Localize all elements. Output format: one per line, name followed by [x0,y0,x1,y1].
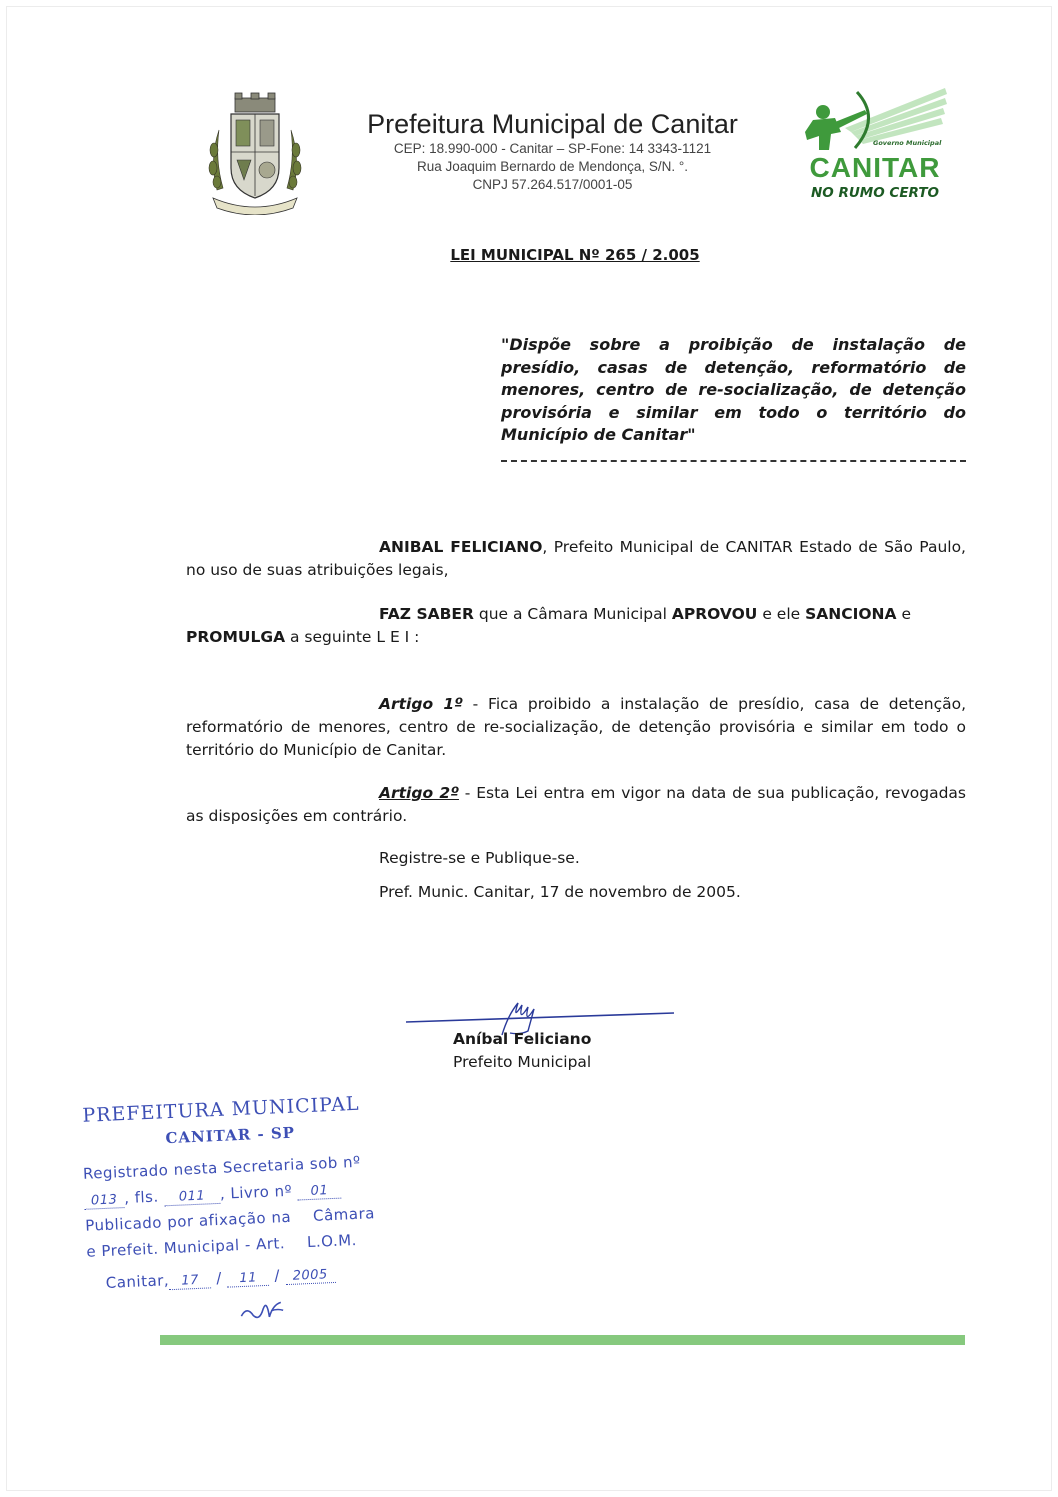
brand-motto: NO RUMO CERTO [810,185,940,201]
aprovou: APROVOU [671,605,758,623]
article-2-label: Artigo 2º [379,784,459,802]
registre-line: Registre-se e Publique-se. [379,849,580,867]
stamp-line-4a: e Prefeit. Municipal - Art. [86,1234,286,1261]
stamp-livro-label: , Livro nº [219,1181,293,1203]
date-line: Pref. Munic. Canitar, 17 de novembro de 2005. [379,883,741,901]
stamp-line-3a: Publicado por afixação na [84,1207,292,1235]
sanciona: SANCIONA [805,605,897,623]
signatory-name: Aníbal Feliciano [453,1030,592,1048]
address-line-1: CEP: 18.990-000 - Canitar – SP-Fone: 14 3343-1121 [393,141,712,156]
brand-logo [795,88,955,213]
registration-stamp [78,1091,418,1335]
stamp-fls-label: , fls. [123,1187,160,1208]
article-1-text: - Fica proibido a instalação de presídio, casa de detenção, reformatório de menores, centro de re-socialização, de detenção provisória e similar em todo o território do Município de Canitar. [186,695,967,759]
stamp-date-line: Canitar, 17 / 11 / 2005 [105,1264,335,1293]
stamp-line-1: Registrado nesta Secretaria sob nº [82,1152,362,1183]
stamp-line-4b: L.O.M. [306,1230,358,1252]
law-title: LEI MUNICIPAL Nº 265 / 2.005 [450,246,700,264]
law-ementa: "Dispõe sobre a proibição de instalação de presídio, casas de detenção, reformatório de menores, centro de re-socialização, de detenção provisória e similar em todo o território do Município de Canitar" [501,335,966,444]
promulgation-text-3: e [896,605,911,623]
archer-icon [795,88,955,158]
intro-paragraph [186,536,966,582]
stamp-fls-value: 011 [164,1188,221,1206]
stamp-initials-scribble [236,1294,297,1327]
header-block [330,108,775,194]
address-line-2: Rua Joaquim Bernardo de Mendonça, S/N. °. [416,159,689,174]
article-1 [186,693,966,762]
stamp-line-2 [84,1180,342,1210]
municipal-crest-icon [205,90,305,215]
footer-bar [160,1335,965,1345]
brand-small-text: Governo Municipal [873,139,942,147]
stamp-line-3b: Câmara [312,1204,376,1225]
brand-name: CANITAR [809,152,941,183]
faz-saber: FAZ SABER [379,605,474,623]
stamp-reg-number: 013 [84,1192,125,1210]
article-1-label: Artigo 1º [379,695,463,713]
article-2-text: - Esta Lei entra em vigor na data de sua publicação, revogadas as disposições em contrário. [186,784,967,825]
stamp-line-3 [85,1204,375,1235]
promulgation-text-1: que a Câmara Municipal [473,605,672,623]
stamp-title: PREFEITURA MUNICIPAL [81,1092,360,1127]
promulgation-text-4: a seguinte L E I : [285,628,420,646]
org-name: Prefeitura Municipal de Canitar [367,109,738,139]
intro-text: , Prefeito Municipal de CANITAR Estado de São Paulo, no uso de suas atribuições legais, [186,538,966,579]
signatory-role: Prefeito Municipal [453,1053,592,1071]
stamp-month: 11 [227,1270,270,1288]
stamp-day: 17 [169,1272,212,1290]
stamp-subtitle: CANITAR - SP [165,1123,296,1148]
mayor-name: ANIBAL FELICIANO [379,538,543,556]
stamp-year: 2005 [285,1267,336,1285]
promulgation-text-2: e ele [757,605,806,623]
stamp-livro-value: 01 [297,1183,342,1201]
promulga: PROMULGA [186,628,286,646]
stamp-place: Canitar, [105,1271,170,1292]
promulgation-paragraph [186,603,966,649]
cnpj: CNPJ 57.264.517/0001-05 [472,177,633,192]
dashed-divider [501,460,966,462]
article-2 [186,782,966,828]
stamp-line-4 [86,1231,357,1261]
